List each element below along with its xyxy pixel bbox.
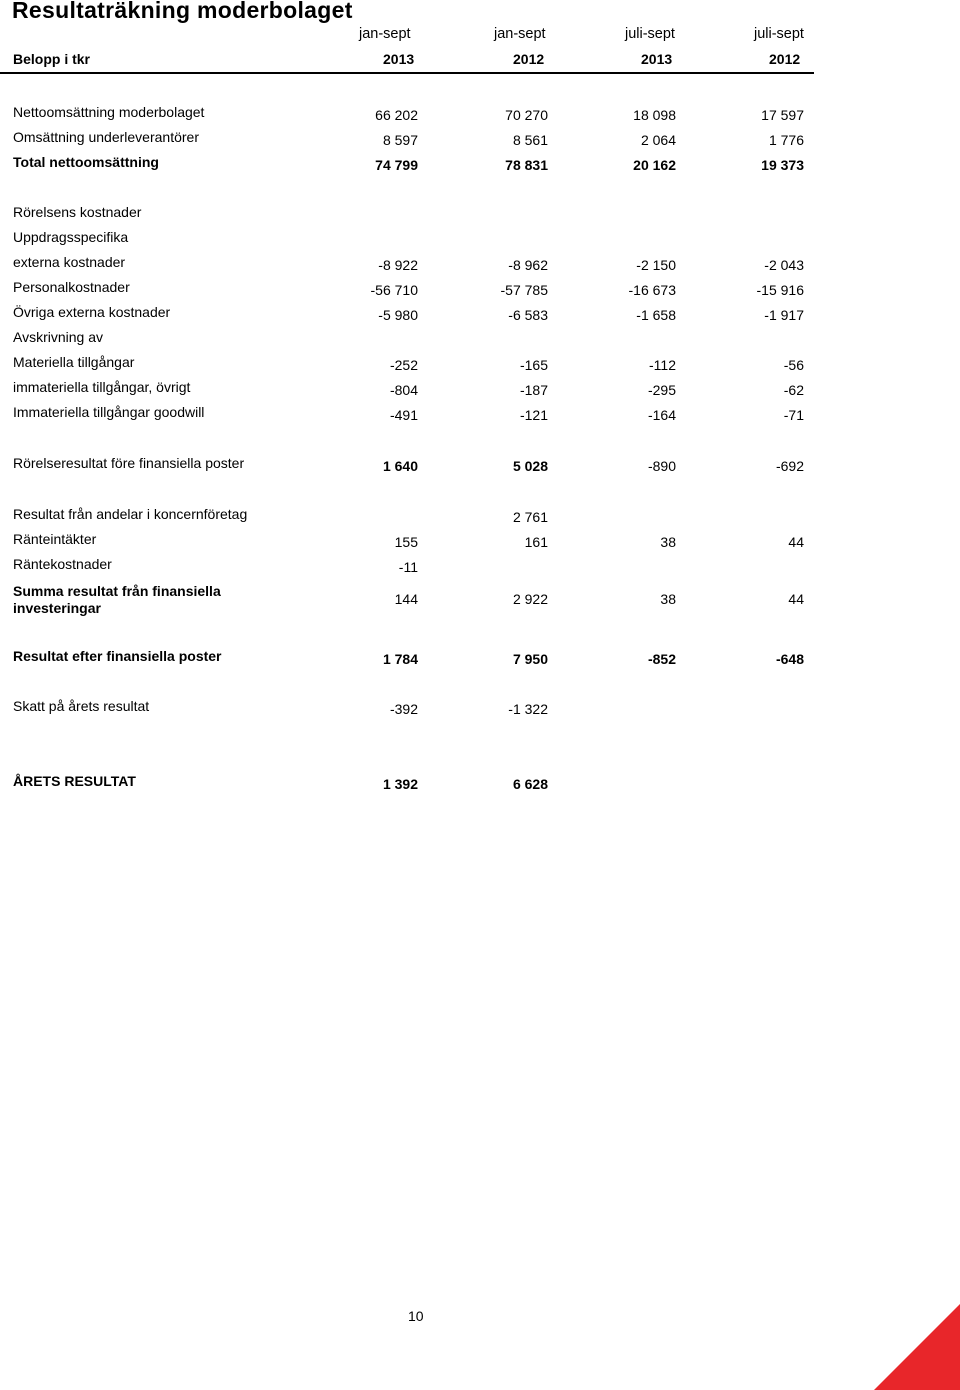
row-value: -8 922	[378, 257, 418, 273]
period-header: juli-sept	[754, 26, 804, 42]
row-value: 2 761	[512, 509, 548, 525]
row-value: 38	[660, 591, 676, 607]
row-value: 2 922	[512, 591, 548, 607]
row-label: externa kostnader	[13, 254, 126, 270]
row-label: immateriella tillgångar, övrigt	[13, 379, 191, 395]
row-value: 1 776	[768, 132, 804, 148]
row-value: -6 583	[508, 307, 548, 323]
row-value: -1 322	[508, 701, 548, 717]
table-row	[0, 254, 960, 276]
table-row	[0, 648, 960, 670]
table-row	[0, 279, 960, 301]
row-value: 19 373	[761, 157, 804, 173]
table-row	[0, 583, 960, 616]
row-label: Rörelseresultat före finansiella poster	[13, 455, 245, 471]
row-value: 70 270	[505, 107, 548, 123]
row-value: -648	[775, 651, 804, 667]
row-value: 1 784	[382, 651, 418, 667]
row-value: 1 640	[382, 458, 418, 474]
row-value: 17 597	[761, 107, 804, 123]
row-value: -392	[389, 701, 418, 717]
row-value: -16 673	[628, 282, 676, 298]
row-value: 8 561	[512, 132, 548, 148]
period-header: juli-sept	[625, 26, 675, 42]
table-row	[0, 204, 960, 226]
row-value: -1 917	[764, 307, 804, 323]
row-value: -165	[519, 357, 548, 373]
period-header: jan-sept	[494, 26, 546, 42]
unit-label: Belopp i tkr	[13, 51, 91, 67]
row-label: Avskrivning av	[13, 329, 104, 345]
row-value: -8 962	[508, 257, 548, 273]
row-label: ÅRETS RESULTAT	[13, 773, 136, 789]
row-label: Personalkostnader	[13, 279, 130, 295]
table-row	[0, 379, 960, 401]
table-row	[0, 531, 960, 553]
row-label: Nettoomsättning moderbolaget	[13, 104, 205, 120]
row-value: 5 028	[512, 458, 548, 474]
row-value: -62	[783, 382, 804, 398]
period-header-row	[0, 26, 960, 50]
row-value: 1 392	[382, 776, 418, 792]
row-value: 78 831	[505, 157, 548, 173]
row-label: Omsättning underleverantörer	[13, 129, 199, 145]
row-label: Skatt på årets resultat	[13, 698, 150, 714]
row-value: -15 916	[756, 282, 804, 298]
table-row	[0, 329, 960, 351]
row-label: Immateriella tillgångar goodwill	[13, 404, 205, 420]
row-value: -890	[647, 458, 676, 474]
year-header: 2013	[641, 51, 673, 67]
row-label: Summa resultat från finansiella investeringar	[13, 583, 221, 616]
table-row	[0, 104, 960, 126]
table-row	[0, 556, 960, 578]
row-value: -164	[647, 407, 676, 423]
row-value: -2 150	[636, 257, 676, 273]
row-value: -295	[647, 382, 676, 398]
row-value: 161	[524, 534, 548, 550]
row-value: 38	[660, 534, 676, 550]
row-value: -804	[389, 382, 418, 398]
row-value: 8 597	[382, 132, 418, 148]
row-value: -57 785	[500, 282, 548, 298]
row-value: -112	[649, 357, 676, 373]
row-value: 144	[394, 591, 418, 607]
page-number: 10	[408, 1308, 424, 1324]
row-value: 74 799	[375, 157, 418, 173]
row-value: -491	[389, 407, 418, 423]
row-value: -852	[647, 651, 676, 667]
page-title: Resultaträkning moderbolaget	[12, 0, 353, 23]
row-value: 66 202	[375, 107, 418, 123]
table-row	[0, 506, 960, 528]
row-value: -56 710	[370, 282, 418, 298]
row-label: Räntekostnader	[13, 556, 112, 572]
period-header: jan-sept	[359, 26, 411, 42]
row-value: -252	[389, 357, 418, 373]
year-header: 2012	[769, 51, 801, 67]
header-rule	[0, 72, 814, 74]
row-value: -11	[398, 559, 418, 575]
row-label: Rörelsens kostnader	[13, 204, 142, 220]
year-header: 2013	[383, 51, 415, 67]
row-value: -5 980	[378, 307, 418, 323]
row-value: -56	[783, 357, 804, 373]
corner-decoration	[874, 1304, 960, 1390]
year-header: 2012	[513, 51, 545, 67]
row-value: -1 658	[636, 307, 676, 323]
row-value: 20 162	[633, 157, 676, 173]
row-value: -121	[519, 407, 548, 423]
row-label: Materiella tillgångar	[13, 354, 135, 370]
table-row	[0, 404, 960, 426]
table-row	[0, 354, 960, 376]
table-row	[0, 154, 960, 176]
row-label: Ränteintäkter	[13, 531, 97, 547]
table-row	[0, 455, 960, 477]
row-value: -2 043	[764, 257, 804, 273]
row-value: -71	[783, 407, 804, 423]
row-value: 2 064	[640, 132, 676, 148]
row-value: 6 628	[512, 776, 548, 792]
row-value: 44	[788, 534, 804, 550]
row-label: Resultat efter finansiella poster	[13, 648, 222, 664]
table-row	[0, 304, 960, 326]
row-value: -187	[519, 382, 548, 398]
row-label: Uppdragsspecifika	[13, 229, 129, 245]
table-row	[0, 229, 960, 251]
table-row	[0, 773, 960, 795]
row-label: Övriga externa kostnader	[13, 304, 171, 320]
row-label: Total nettoomsättning	[13, 154, 159, 170]
table-row	[0, 129, 960, 151]
row-value: 44	[788, 591, 804, 607]
row-value: 155	[394, 534, 418, 550]
corner-triangle	[874, 1304, 960, 1390]
row-value: 7 950	[512, 651, 548, 667]
row-value: 18 098	[633, 107, 676, 123]
row-label: Resultat från andelar i koncernföretag	[13, 506, 248, 522]
table-row	[0, 698, 960, 720]
row-value: -692	[775, 458, 804, 474]
